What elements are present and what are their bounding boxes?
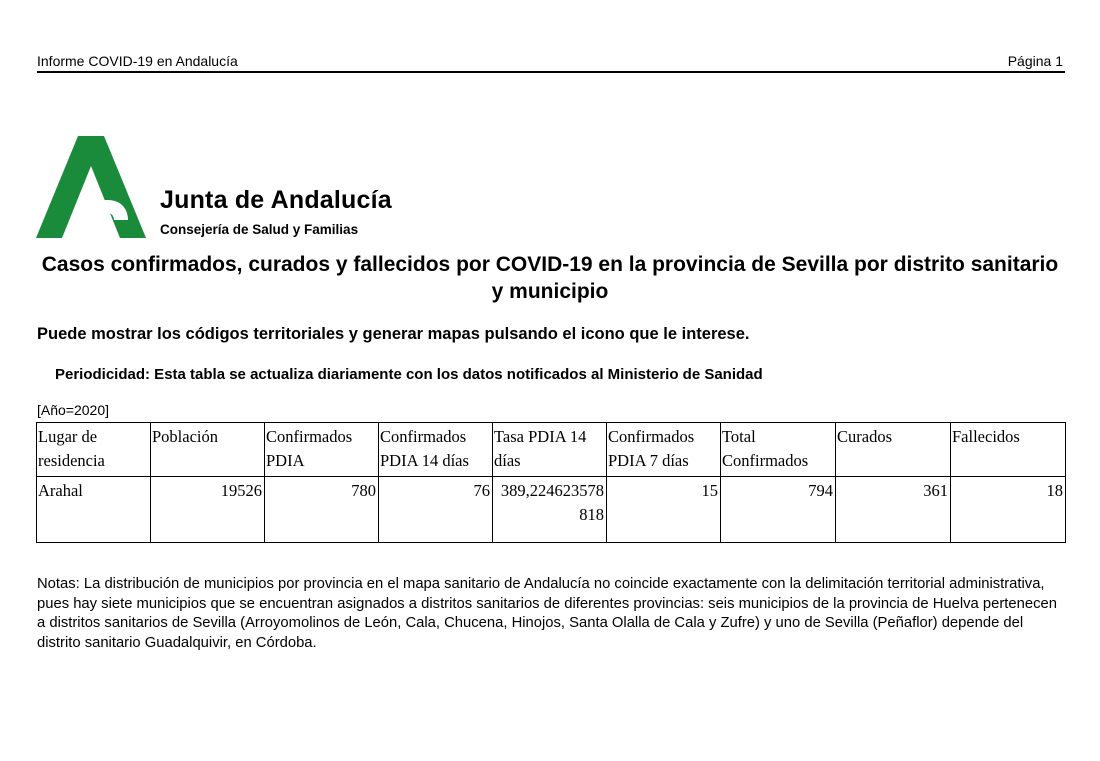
report-subtitle: Puede mostrar los códigos territoriales y generar mapas pulsando el icono que le interese. — [37, 325, 750, 343]
cell-confirmed-pdia: 780 — [265, 477, 379, 543]
cell-municipality: Arahal — [37, 477, 151, 543]
column-header: Tasa PDIA 14 días — [493, 423, 607, 477]
column-header: Confirmados PDIA — [265, 423, 379, 477]
report-title: Casos confirmados, curados y fallecidos por COVID-19 en la provincia de Sevilla por distrito sanitario y municipio — [41, 253, 1059, 303]
cell-total-confirmed: 794 — [721, 477, 836, 543]
cell-rate-14-days — [493, 477, 607, 543]
column-header: Población — [151, 423, 265, 477]
column-header: Confirmados PDIA 7 días — [607, 423, 721, 477]
periodicity-note: Periodicidad: Esta tabla se actualiza diariamente con los datos notificados al Ministerio de Sanidad — [55, 366, 763, 383]
cell-deceased: 18 — [951, 477, 1066, 543]
report-header-title: Informe COVID-19 en Andalucía — [37, 53, 238, 69]
cell-confirmed-7-days: 15 — [607, 477, 721, 543]
table-row — [37, 477, 1066, 543]
column-header: Confirmados PDIA 14 días — [379, 423, 493, 477]
cell-confirmed-14-days: 76 — [379, 477, 493, 543]
header-divider — [37, 71, 1065, 73]
cell-recovered: 361 — [836, 477, 951, 543]
column-header: Curados — [836, 423, 951, 477]
column-header: Fallecidos — [951, 423, 1066, 477]
notes-paragraph: Notas: La distribución de municipios por provincia en el mapa sanitario de Andalucía no coincide exactamente con la delimitación territorial administrativa, pues hay siete municipios que se encuentran asignados a distritos sanitarios de diferentes provincias: seis municipios de la provincia de Huelva pertenecen a distritos sanitarios de Sevilla (Arroyomolinos de León, Cala, Chucena, Hinojos, Santa Olalla de Cala y Zufre) y uno de Sevilla (Peñaflor) depende del distrito sanitario Guadalquivir, en Córdoba. — [37, 576, 1057, 651]
rate-value: 389,224623578818 — [500, 481, 604, 524]
cases-table — [36, 422, 1066, 543]
page-number: Página 1 — [1007, 53, 1063, 69]
cell-population: 19526 — [151, 477, 265, 543]
year-filter: [Año=2020] — [37, 402, 110, 418]
department-name: Consejería de Salud y Familias — [160, 222, 359, 237]
junta-andalucia-logo-icon — [36, 136, 146, 238]
table-header-row — [37, 423, 1066, 477]
organization-name: Junta de Andalucía — [160, 186, 392, 214]
column-header: Total Confirmados — [721, 423, 836, 477]
column-header: Lugar de residencia — [37, 423, 151, 477]
logo-a-shape — [36, 136, 146, 238]
